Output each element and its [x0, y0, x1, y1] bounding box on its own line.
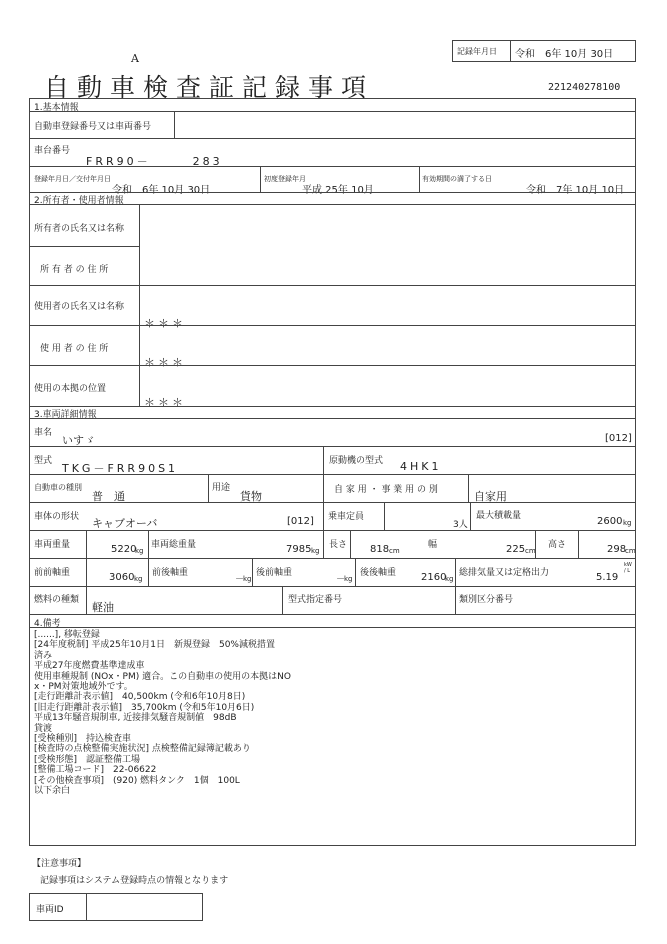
vehicle-weight-value: 5220 [111, 544, 137, 555]
fuel-type-value: 軽油 [92, 601, 114, 614]
gross-weight-value: 7985 [286, 544, 312, 555]
use-value: 貨物 [240, 490, 262, 503]
record-date-label: 記録年月日 [457, 47, 497, 56]
width-value: 225 [506, 544, 526, 555]
maker-value: いすゞ [62, 434, 95, 447]
remarks-line: [その他検査事項] (920) 燃料タンク 1個 100L [34, 775, 240, 786]
remarks-line: 平成13年騒音規制車, 近接排気騒音規制値 98dB [34, 713, 237, 724]
rear-rear-axle-value: 2160 [421, 572, 447, 583]
model-value: TKG－FRR90S1 [62, 462, 179, 475]
fuel-type-label: 燃料の種類 [34, 595, 80, 605]
first-registration-label: 初度登録年月 [264, 175, 306, 183]
type-designation-label: 型式指定番号 [288, 595, 343, 605]
user-name-label: 使用者の氏名又は名称 [34, 302, 125, 312]
displacement-value: 5.19 [596, 572, 619, 583]
record-date-value: 令和 6年 10月 30日 [515, 49, 614, 60]
rear-rear-axle-unit: kg [445, 575, 454, 583]
base-location-value: ＊＊＊ [144, 396, 186, 409]
model-label: 型式 [34, 456, 53, 466]
capacity-label: 乗車定員 [328, 512, 365, 522]
front-rear-axle-label: 前後軸重 [152, 568, 189, 578]
section-vehicle-header: 3.車両詳細情報 [34, 410, 97, 420]
registration-date-label: 登録年月日／交付年月日 [34, 175, 111, 183]
first-registration-value: 平成 25年 10月 [302, 185, 374, 196]
chassis-number-value: FRR90－ 283 [86, 155, 223, 168]
front-front-axle-value: 3060 [109, 572, 135, 583]
document-number: 221240278100 [548, 82, 621, 93]
remarks-line: [整備工場コード] 22-06622 [34, 765, 157, 776]
length-label: 長さ [329, 540, 348, 550]
remarks-line: 平成27年度燃費基準達成車 [34, 661, 145, 672]
length-value: 818 [370, 544, 390, 555]
gross-weight-unit: kg [311, 547, 320, 555]
record-date-box [452, 40, 636, 62]
engine-model-label: 原動機の型式 [329, 456, 384, 466]
notes-header: 【注意事項】 [32, 859, 87, 869]
page-title: 自動車検査証記録事項 [44, 73, 375, 102]
base-location-label: 使用の本拠の位置 [34, 384, 107, 394]
front-rear-axle-unit: kg [243, 575, 252, 583]
expiry-date-label: 有効期間の満了する日 [422, 175, 492, 183]
business-use-label: 自 家 用 ・ 事 業 用 の 別 [334, 485, 438, 495]
rear-front-axle-label: 後前軸重 [256, 568, 293, 578]
body-shape-code: [012] [287, 516, 314, 527]
remarks-line: [24年度税制] 平成25年10月1日 新規登録 50%減税措置 [34, 640, 275, 651]
remarks-line: 以下余白 [34, 786, 71, 797]
use-label: 用途 [212, 483, 231, 493]
remarks-list [34, 630, 291, 797]
width-unit: cm [525, 547, 536, 555]
remarks-line: 貸渡 [34, 723, 53, 734]
capacity-value: 3人 [453, 520, 468, 530]
remarks-line: 使用車種規制 (NOx・PM) 適合。この自動車の使用の本拠はNO [34, 671, 291, 682]
registration-date-value: 令和 6年 10月 30日 [112, 185, 211, 196]
height-label: 高さ [548, 540, 567, 550]
displacement-label: 総排気量又は定格出力 [459, 568, 550, 578]
rear-front-axle-value: － [336, 575, 346, 585]
notes-text: 記録事項はシステム登録時点の情報となります [40, 876, 229, 886]
rear-rear-axle-label: 後後軸重 [360, 568, 397, 578]
maker-code: [012] [605, 433, 632, 444]
section-remarks-header: 4.備考 [34, 619, 61, 629]
max-load-value: 2600 [597, 516, 623, 527]
owner-name-label: 所有者の氏名又は名称 [34, 224, 125, 234]
page-marker: A [131, 52, 139, 65]
height-value: 298 [607, 544, 627, 555]
expiry-date-value: 令和 7年 10月 10日 [526, 185, 625, 196]
owner-address-label: 所 有 者 の 住 所 [40, 265, 109, 275]
width-label: 幅 [428, 540, 438, 550]
body-shape-label: 車体の形状 [34, 512, 80, 522]
section-owner-header: 2.所有者・使用者情報 [34, 196, 124, 206]
height-unit: cm [625, 547, 636, 555]
section-basic-header: 1.基本情報 [34, 103, 79, 113]
vehicle-id-label: 車両ID [36, 905, 64, 915]
vehicle-kind-label: 自動車の種別 [34, 483, 82, 492]
user-address-label: 使 用 者 の 住 所 [40, 344, 109, 354]
front-front-axle-label: 前前軸重 [34, 568, 71, 578]
front-rear-axle-value: － [235, 575, 245, 585]
gross-weight-label: 車両総重量 [151, 540, 197, 550]
vehicle-weight-label: 車両重量 [34, 540, 71, 550]
class-number-label: 類別区分番号 [459, 595, 514, 605]
remarks-line: [受検種別] 持込検査車 [34, 734, 132, 745]
front-front-axle-unit: kg [134, 575, 143, 583]
remarks-line: [走行距離計表示値] 40,500km (令和6年10月8日) [34, 692, 246, 703]
remarks-line: [旧走行距離計表示値] 35,700km (令和5年10月6日) [34, 702, 255, 713]
body-shape-value: キャブオーバ [92, 517, 158, 530]
user-address-value: ＊＊＊ [144, 356, 186, 369]
user-name-value: ＊＊＊ [144, 317, 186, 330]
rear-front-axle-unit: kg [344, 575, 353, 583]
vehicle-kind-value: 普 通 [92, 490, 125, 503]
max-load-label: 最大積載量 [476, 511, 522, 521]
length-unit: cm [389, 547, 400, 555]
displacement-unit: kW / L [624, 562, 632, 574]
maker-label: 車名 [34, 428, 53, 438]
remarks-line: x・PM対策地域外です。 [34, 682, 133, 693]
remarks-line: [......], 移転登録 [34, 630, 100, 640]
remarks-line: [検査時の点検整備実施状況] 点検整備記録簿記載あり [34, 744, 251, 755]
max-load-unit: kg [623, 519, 632, 527]
remarks-line: 済み [34, 650, 53, 661]
remarks-line: [受検形態] 認証整備工場 [34, 754, 141, 765]
chassis-number-label: 車台番号 [34, 146, 71, 156]
registration-number-label: 自動車登録番号又は車両番号 [34, 122, 152, 132]
business-use-value: 自家用 [474, 490, 507, 503]
vehicle-weight-unit: kg [135, 547, 144, 555]
vehicle-id-box [29, 893, 203, 921]
engine-model-value: 4HK1 [400, 460, 442, 473]
